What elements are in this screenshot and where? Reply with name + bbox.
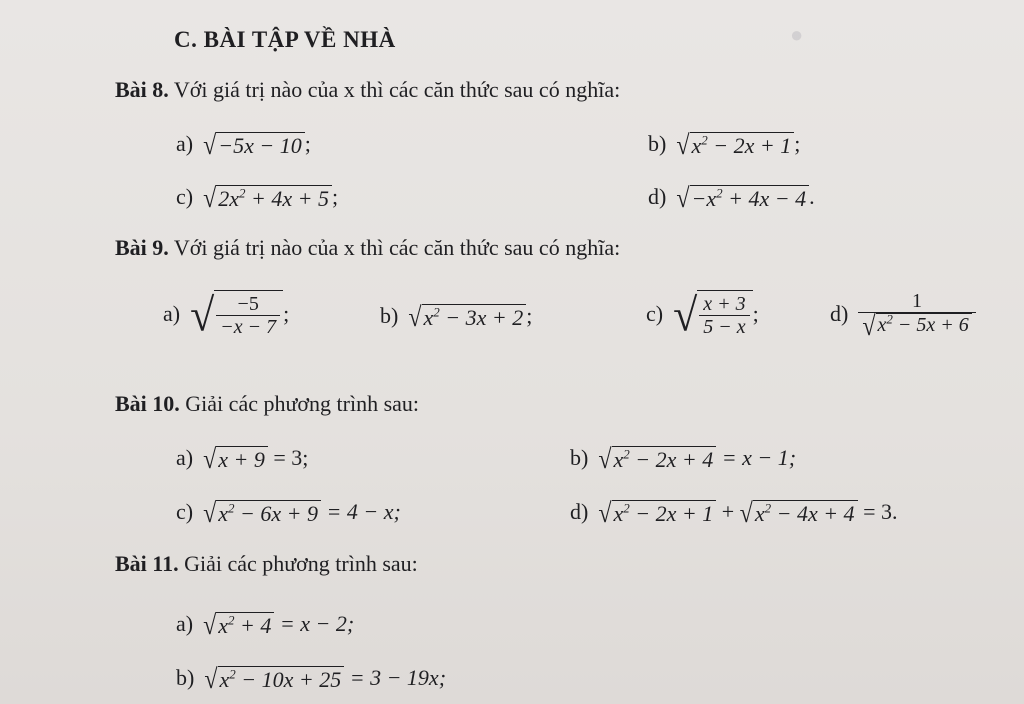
punct: . bbox=[809, 184, 815, 209]
exponent: 2 bbox=[886, 311, 893, 327]
sqrt-expression: √ $\frac{x + 3}{5 - x}$ bbox=[673, 290, 753, 342]
rhs: = 4 − x; bbox=[321, 499, 401, 524]
radicand-pre: x bbox=[219, 666, 230, 692]
bai10-heading bbox=[115, 390, 419, 418]
exponent: 2 bbox=[228, 500, 235, 516]
radicand-post: − 6x + 9 bbox=[234, 500, 318, 526]
item-label: a) bbox=[176, 611, 194, 636]
sqrt-expression-2: √ $x^2 - 4x + 4$ bbox=[740, 500, 858, 528]
rhs: = x − 1; bbox=[716, 445, 797, 470]
radicand-post: − 2x + 1 bbox=[707, 132, 792, 158]
item-label: b) bbox=[176, 665, 195, 690]
sqrt-expression: √ x + 9 bbox=[203, 446, 268, 474]
punct: ; bbox=[794, 131, 801, 156]
punct: ; bbox=[752, 301, 759, 327]
radicand-post: − 5x + 6 bbox=[892, 314, 969, 336]
item-label: d) bbox=[830, 300, 849, 326]
bai8-number: Bài 8. bbox=[115, 77, 169, 102]
item-label: b) bbox=[570, 445, 589, 470]
radicand-post: − 10x + 25 bbox=[235, 666, 342, 692]
sqrt-expression: √ −5x − 10 bbox=[203, 132, 305, 160]
item-label: a) bbox=[176, 445, 194, 470]
radicand-pre: x bbox=[423, 304, 434, 330]
radicand-pre: x bbox=[218, 612, 229, 638]
section-title: C. BÀI TẬP VỀ NHÀ bbox=[174, 27, 396, 52]
sqrt-expression: √ $x^2 - 2x + 4$ bbox=[598, 446, 716, 474]
radicand-pre: x bbox=[218, 500, 229, 526]
radicand-post: − 3x + 2 bbox=[439, 304, 524, 330]
exponent: 2 bbox=[623, 446, 630, 462]
bai8-item-c bbox=[176, 183, 338, 213]
radicand-pre: x bbox=[613, 500, 624, 526]
radicand-pre: x bbox=[691, 132, 702, 158]
exponent: 2 bbox=[239, 185, 246, 201]
bai10-prompt: Giải các phương trình sau: bbox=[185, 391, 420, 416]
radicand: x + 9 bbox=[216, 446, 268, 474]
bai8-prompt: Với giá trị nào của x thì các căn thức sau có nghĩa: bbox=[173, 77, 621, 102]
exponent: 2 bbox=[433, 304, 440, 320]
punct: ; bbox=[304, 131, 311, 156]
radicand-pre: −x bbox=[691, 185, 717, 211]
fraction bbox=[216, 293, 280, 338]
radicand-post: − 4x + 4 bbox=[771, 500, 855, 526]
item-label: c) bbox=[176, 499, 194, 524]
item-label: c) bbox=[646, 301, 664, 327]
sqrt-expression: √ $x^2 - 3x + 2$ bbox=[408, 304, 526, 332]
sqrt-expression: √ $-x^2 + 4x - 4$ bbox=[676, 185, 809, 213]
bleed-through-text: ● bbox=[790, 22, 804, 47]
bai10-item-a bbox=[176, 444, 308, 474]
exponent: 2 bbox=[623, 500, 630, 516]
sqrt-expression: √ $x^2 - 6x + 9$ bbox=[203, 500, 321, 528]
radicand-post: + 4x − 4 bbox=[722, 185, 807, 211]
item-label: a) bbox=[176, 131, 194, 156]
bai8-item-d bbox=[648, 183, 815, 213]
radicand-post: − 2x + 1 bbox=[629, 500, 714, 526]
bai11-heading bbox=[115, 550, 418, 578]
bai8-item-a bbox=[176, 130, 311, 160]
item-label: d) bbox=[648, 184, 667, 209]
plus-sign: + bbox=[716, 499, 740, 524]
bai8-heading bbox=[115, 76, 620, 104]
rhs: = 3; bbox=[267, 445, 309, 470]
sqrt-expression: √ $x^2 + 4$ bbox=[203, 612, 274, 640]
bai10-item-c bbox=[176, 498, 401, 528]
punct: ; bbox=[283, 301, 290, 327]
numerator: 1 bbox=[912, 290, 923, 312]
numerator: −5 bbox=[237, 293, 259, 315]
radicand-pre: 2x bbox=[218, 185, 240, 211]
sqrt-expression: √ $2x^2 + 4x + 5$ bbox=[203, 185, 332, 213]
exponent: 2 bbox=[716, 185, 723, 201]
denominator: 5 − x bbox=[699, 315, 749, 338]
item-label: d) bbox=[570, 499, 589, 524]
bai10-item-d bbox=[570, 498, 897, 528]
rhs: = 3. bbox=[857, 499, 898, 524]
sqrt-expression: √ $x^2 - 10x + 25$ bbox=[204, 666, 344, 694]
exponent: 2 bbox=[701, 132, 708, 148]
radicand-pre: x bbox=[877, 314, 887, 336]
radicand-post: + 4 bbox=[234, 612, 272, 638]
item-label: b) bbox=[648, 131, 667, 156]
bai9-number: Bài 9. bbox=[115, 235, 169, 260]
punct: ; bbox=[332, 184, 339, 209]
punct: ; bbox=[526, 303, 533, 328]
sqrt-expression: √ $\frac{-5}{-x - 7}$ bbox=[190, 290, 283, 342]
denominator: −x − 7 bbox=[216, 315, 280, 338]
radicand-post: + 4x + 5 bbox=[245, 185, 329, 211]
item-label: a) bbox=[163, 301, 181, 327]
exponent: 2 bbox=[228, 612, 235, 628]
rhs: = 3 − 19x; bbox=[344, 665, 447, 690]
bai9-heading bbox=[115, 234, 620, 262]
bai9-item-d bbox=[830, 290, 976, 341]
bai11-item-b bbox=[176, 664, 446, 694]
bai9-item-c bbox=[646, 290, 759, 342]
radicand-pre: x bbox=[613, 446, 624, 472]
exponent: 2 bbox=[229, 666, 236, 682]
radicand-pre: x bbox=[754, 500, 765, 526]
fraction bbox=[858, 290, 975, 341]
sqrt-expression-1: √ $x^2 - 2x + 1$ bbox=[598, 500, 716, 528]
bai8-item-b bbox=[648, 130, 800, 160]
item-label: b) bbox=[380, 303, 399, 328]
bai10-number: Bài 10. bbox=[115, 391, 180, 416]
bai10-item-b bbox=[570, 444, 796, 474]
exponent: 2 bbox=[764, 500, 772, 516]
sqrt-expression: √ $x^2 - 5x + 6$ bbox=[862, 313, 971, 341]
sqrt-expression: √ $x^2 - 2x + 1$ bbox=[676, 132, 794, 160]
fraction bbox=[699, 293, 749, 338]
radicand: −5x − 10 bbox=[216, 132, 304, 160]
bai9-prompt: Với giá trị nào của x thì các căn thức sau có nghĩa: bbox=[173, 235, 621, 260]
radicand-post: − 2x + 4 bbox=[629, 446, 714, 472]
bai11-item-a bbox=[176, 610, 354, 640]
bai11-prompt: Giải các phương trình sau: bbox=[184, 551, 418, 576]
item-label: c) bbox=[176, 184, 194, 209]
bai9-item-a bbox=[163, 290, 289, 342]
numerator: x + 3 bbox=[703, 293, 746, 315]
bai9-item-b bbox=[380, 302, 532, 332]
rhs: = x − 2; bbox=[274, 611, 355, 636]
bai11-number: Bài 11. bbox=[115, 551, 179, 576]
